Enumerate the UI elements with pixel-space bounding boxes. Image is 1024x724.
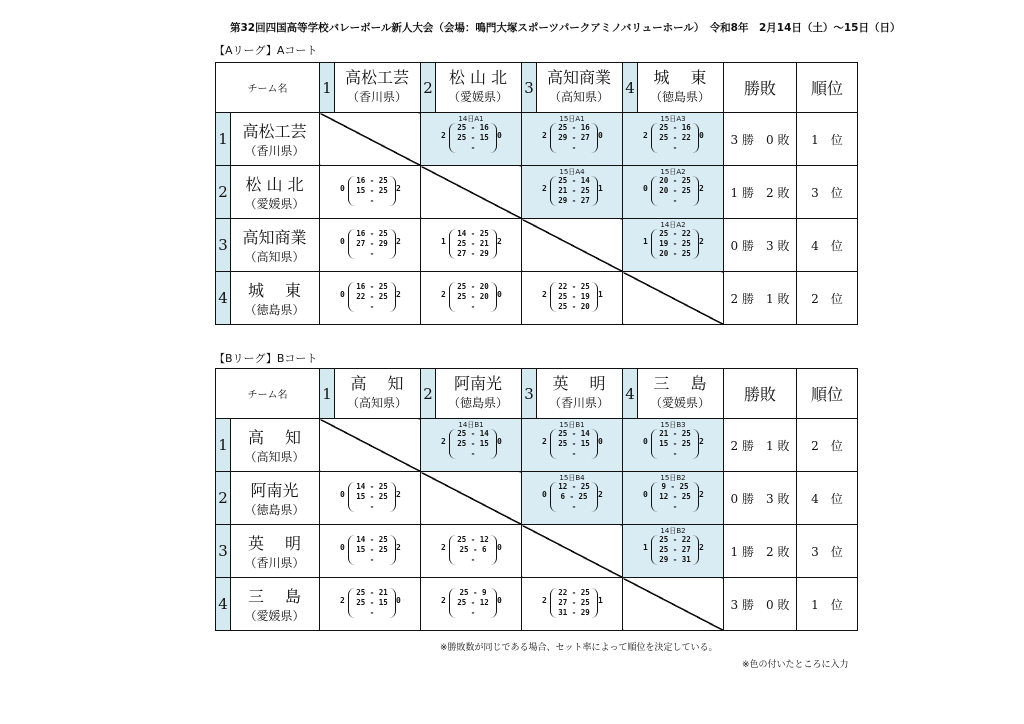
set-score: 25 - 14 bbox=[558, 429, 590, 438]
match-code: 15日B1 bbox=[559, 421, 585, 429]
set-score: 15 - 25 bbox=[356, 492, 388, 501]
set-score: 12 - 25 bbox=[558, 482, 590, 491]
match-code: 14日B1 bbox=[458, 421, 484, 429]
set-score: - bbox=[369, 502, 375, 511]
row-team-2 bbox=[216, 166, 320, 219]
sets-won: 0 bbox=[643, 184, 648, 193]
team-prefecture: （徳島県） bbox=[244, 303, 305, 317]
sets-won: 2 bbox=[542, 184, 547, 193]
sets-lost: 2 bbox=[396, 237, 401, 246]
match-result-cell[interactable] bbox=[421, 113, 522, 166]
team-prefecture: （香川県） bbox=[244, 144, 305, 158]
rank-header: 順位 bbox=[797, 369, 858, 419]
team-prefecture: （香川県） bbox=[346, 90, 407, 104]
team-number: 4 bbox=[216, 272, 231, 324]
set-score: - bbox=[571, 143, 577, 152]
set-score: 29 - 27 bbox=[558, 196, 590, 205]
set-score: 16 - 25 bbox=[356, 229, 388, 238]
column-team-1 bbox=[320, 63, 421, 113]
win-loss-value: 1 勝 2 敗 bbox=[724, 525, 797, 578]
sets-lost: 2 bbox=[396, 184, 401, 193]
set-score: - bbox=[672, 502, 678, 511]
column-team-4 bbox=[623, 369, 724, 419]
team-prefecture: （高知県） bbox=[346, 396, 407, 410]
sets-won: 2 bbox=[441, 437, 446, 446]
team-name-header: チーム名 bbox=[216, 63, 320, 113]
team-prefecture: （愛媛県） bbox=[244, 197, 305, 211]
set-score: 21 - 25 bbox=[659, 429, 691, 438]
team-name: 三 島 bbox=[653, 374, 707, 393]
self-match-cell bbox=[522, 525, 623, 578]
set-score: 22 - 25 bbox=[356, 292, 388, 301]
match-result-cell[interactable] bbox=[623, 219, 724, 272]
set-score: 25 - 21 bbox=[457, 239, 489, 248]
set-score: 25 - 20 bbox=[457, 292, 489, 301]
rank-value: 2 位 bbox=[797, 419, 858, 472]
set-score: 25 - 21 bbox=[356, 588, 388, 597]
table-row bbox=[216, 166, 858, 219]
win-loss-header: 勝敗 bbox=[724, 369, 797, 419]
sets-lost: 1 bbox=[598, 184, 603, 193]
team-name: 高知商業 bbox=[546, 68, 611, 87]
match-result-cell bbox=[320, 219, 421, 272]
set-score: 25 - 15 bbox=[457, 439, 489, 448]
team-prefecture: （香川県） bbox=[244, 556, 305, 570]
team-prefecture: （高知県） bbox=[244, 250, 305, 264]
sets-won: 2 bbox=[340, 596, 345, 605]
match-result-cell[interactable] bbox=[623, 472, 724, 525]
match-result-cell bbox=[522, 272, 623, 325]
set-score: 21 - 25 bbox=[558, 186, 590, 195]
set-score: - bbox=[672, 196, 678, 205]
set-score: - bbox=[571, 449, 577, 458]
sets-won: 0 bbox=[542, 490, 547, 499]
match-result-cell bbox=[421, 578, 522, 631]
set-score: 6 - 25 bbox=[560, 492, 588, 501]
team-number: 3 bbox=[522, 63, 537, 112]
match-result-cell bbox=[421, 525, 522, 578]
table-row bbox=[216, 419, 858, 472]
team-name-header: チーム名 bbox=[216, 369, 320, 419]
sets-lost: 2 bbox=[699, 543, 704, 552]
sets-lost: 0 bbox=[497, 543, 502, 552]
rank-value: 1 位 bbox=[797, 113, 858, 166]
rank-value: 4 位 bbox=[797, 472, 858, 525]
set-score: 25 - 22 bbox=[659, 133, 691, 142]
team-name: 城 東 bbox=[653, 68, 707, 87]
set-score: 25 - 20 bbox=[457, 282, 489, 291]
row-team-2 bbox=[216, 472, 320, 525]
set-score: 25 - 15 bbox=[356, 598, 388, 607]
sets-won: 2 bbox=[441, 290, 446, 299]
sets-won: 0 bbox=[643, 490, 648, 499]
set-score: 20 - 25 bbox=[659, 176, 691, 185]
team-number: 2 bbox=[421, 63, 436, 112]
sets-won: 2 bbox=[441, 543, 446, 552]
match-code: 15日A1 bbox=[559, 115, 585, 123]
sets-lost: 0 bbox=[598, 131, 603, 140]
team-name: 松 山 北 bbox=[245, 175, 304, 194]
sets-lost: 0 bbox=[497, 131, 502, 140]
set-score: 27 - 25 bbox=[558, 598, 590, 607]
team-number: 3 bbox=[522, 369, 537, 418]
set-score: 29 - 27 bbox=[558, 133, 590, 142]
set-score: - bbox=[470, 555, 476, 564]
sets-lost: 2 bbox=[699, 184, 704, 193]
team-number: 1 bbox=[320, 63, 335, 112]
team-name: 阿南光 bbox=[453, 374, 502, 393]
match-result-cell bbox=[320, 578, 421, 631]
team-prefecture: （徳島県） bbox=[649, 90, 710, 104]
win-loss-value: 0 勝 3 敗 bbox=[724, 472, 797, 525]
team-prefecture: （愛媛県） bbox=[649, 396, 710, 410]
set-score: 25 - 12 bbox=[457, 535, 489, 544]
column-team-3 bbox=[522, 369, 623, 419]
team-name: 英 明 bbox=[552, 374, 606, 393]
rank-value: 3 位 bbox=[797, 166, 858, 219]
team-name: 阿南光 bbox=[250, 481, 299, 500]
set-score: - bbox=[369, 555, 375, 564]
row-team-3 bbox=[216, 219, 320, 272]
set-score: 27 - 29 bbox=[356, 239, 388, 248]
sets-won: 2 bbox=[542, 131, 547, 140]
sets-won: 2 bbox=[643, 131, 648, 140]
set-score: 22 - 25 bbox=[558, 588, 590, 597]
sets-lost: 2 bbox=[396, 290, 401, 299]
team-number: 4 bbox=[623, 63, 638, 112]
match-result-cell[interactable] bbox=[522, 113, 623, 166]
sets-won: 1 bbox=[643, 237, 648, 246]
sets-won: 0 bbox=[340, 490, 345, 499]
column-team-4 bbox=[623, 63, 724, 113]
team-name: 高 知 bbox=[350, 374, 404, 393]
sets-lost: 2 bbox=[699, 437, 704, 446]
match-result-cell[interactable] bbox=[522, 419, 623, 472]
team-number: 3 bbox=[216, 219, 231, 271]
team-name: 高知商業 bbox=[242, 228, 307, 247]
sets-won: 0 bbox=[340, 237, 345, 246]
sets-lost: 2 bbox=[396, 543, 401, 552]
team-prefecture: （愛媛県） bbox=[244, 609, 305, 623]
match-code: 14日A1 bbox=[458, 115, 484, 123]
self-match-cell bbox=[421, 472, 522, 525]
win-loss-header: 勝敗 bbox=[724, 63, 797, 113]
set-score: 25 - 19 bbox=[558, 292, 590, 301]
row-team-4 bbox=[216, 272, 320, 325]
team-name: 高松工芸 bbox=[344, 68, 409, 87]
set-score: - bbox=[672, 449, 678, 458]
match-result-cell[interactable] bbox=[623, 166, 724, 219]
table-row bbox=[216, 578, 858, 631]
table-row bbox=[216, 113, 858, 166]
set-score: 16 - 25 bbox=[356, 176, 388, 185]
match-result-cell bbox=[421, 219, 522, 272]
sets-won: 0 bbox=[340, 290, 345, 299]
set-score: - bbox=[470, 143, 476, 152]
sets-lost: 2 bbox=[699, 237, 704, 246]
set-score: 14 - 25 bbox=[457, 229, 489, 238]
match-result-cell bbox=[320, 272, 421, 325]
team-number: 2 bbox=[216, 472, 231, 524]
team-number: 2 bbox=[421, 369, 436, 418]
match-result-cell bbox=[320, 472, 421, 525]
row-team-1 bbox=[216, 113, 320, 166]
match-code: 14日B2 bbox=[660, 527, 686, 535]
sets-lost: 2 bbox=[396, 490, 401, 499]
team-prefecture: （愛媛県） bbox=[447, 90, 508, 104]
document-title: 第32回四国高等学校バレーボール新人大会（会場：鳴門大塚スポーツパークアミノバリューホール） 令和8年 2月14日（土）～15日（日） bbox=[230, 22, 901, 34]
sets-lost: 1 bbox=[598, 596, 603, 605]
team-name: 城 東 bbox=[247, 281, 302, 300]
sets-lost: 1 bbox=[598, 290, 603, 299]
table-row bbox=[216, 272, 858, 325]
match-result-cell bbox=[522, 578, 623, 631]
match-result-cell bbox=[320, 525, 421, 578]
set-score: 31 - 29 bbox=[558, 608, 590, 617]
set-score: - bbox=[369, 196, 375, 205]
set-score: 16 - 25 bbox=[356, 282, 388, 291]
match-result-cell[interactable] bbox=[421, 419, 522, 472]
match-code: 15日A4 bbox=[559, 168, 585, 176]
match-result-cell bbox=[320, 166, 421, 219]
set-score: 25 - 16 bbox=[558, 123, 590, 132]
column-team-2 bbox=[421, 63, 522, 113]
self-match-cell bbox=[320, 419, 421, 472]
rank-header: 順位 bbox=[797, 63, 858, 113]
table-row bbox=[216, 525, 858, 578]
team-name: 三 島 bbox=[247, 587, 302, 606]
team-name: 高 知 bbox=[247, 428, 302, 447]
win-loss-value: 2 勝 1 敗 bbox=[724, 419, 797, 472]
sets-won: 2 bbox=[441, 131, 446, 140]
win-loss-value: 2 勝 1 敗 bbox=[724, 272, 797, 325]
team-name: 高松工芸 bbox=[242, 122, 307, 141]
set-score: 15 - 25 bbox=[356, 186, 388, 195]
team-prefecture: （香川県） bbox=[548, 396, 609, 410]
set-score: 25 - 16 bbox=[659, 123, 691, 132]
set-score: - bbox=[369, 302, 375, 311]
match-result-cell bbox=[421, 272, 522, 325]
set-score: 27 - 29 bbox=[457, 249, 489, 258]
set-score: 25 - 22 bbox=[659, 229, 691, 238]
team-number: 1 bbox=[216, 419, 231, 471]
match-result-cell[interactable] bbox=[623, 113, 724, 166]
set-score: 19 - 25 bbox=[659, 239, 691, 248]
set-score: 25 - 15 bbox=[558, 439, 590, 448]
sets-won: 2 bbox=[441, 596, 446, 605]
match-code: 15日A3 bbox=[660, 115, 686, 123]
team-prefecture: （徳島県） bbox=[447, 396, 508, 410]
rank-value: 4 位 bbox=[797, 219, 858, 272]
sets-won: 0 bbox=[643, 437, 648, 446]
team-name: 松 山 北 bbox=[448, 68, 508, 87]
column-team-1 bbox=[320, 369, 421, 419]
row-team-1 bbox=[216, 419, 320, 472]
set-score: 29 - 31 bbox=[659, 555, 691, 564]
set-score: 25 - 14 bbox=[457, 429, 489, 438]
set-score: 25 - 12 bbox=[457, 598, 489, 607]
set-score: - bbox=[571, 502, 577, 511]
win-loss-value: 3 勝 0 敗 bbox=[724, 578, 797, 631]
column-team-3 bbox=[522, 63, 623, 113]
sets-won: 0 bbox=[340, 543, 345, 552]
sets-won: 2 bbox=[542, 437, 547, 446]
set-score: 15 - 25 bbox=[659, 439, 691, 448]
match-result-cell[interactable] bbox=[522, 166, 623, 219]
team-number: 4 bbox=[216, 578, 231, 630]
self-match-cell bbox=[320, 113, 421, 166]
sets-won: 2 bbox=[542, 596, 547, 605]
league-b-table bbox=[215, 368, 858, 631]
set-score: 25 - 6 bbox=[459, 545, 487, 554]
team-prefecture: （徳島県） bbox=[244, 503, 305, 517]
rank-value: 3 位 bbox=[797, 525, 858, 578]
set-score: 14 - 25 bbox=[356, 535, 388, 544]
self-match-cell bbox=[421, 166, 522, 219]
team-number: 1 bbox=[216, 113, 231, 165]
color-note: ※色の付いたところに入力 bbox=[742, 660, 849, 670]
match-code: 15日B2 bbox=[660, 474, 686, 482]
set-score: 25 - 27 bbox=[659, 545, 691, 554]
league-b-label: 【Bリーグ】Bコート bbox=[214, 352, 318, 365]
sets-lost: 0 bbox=[598, 437, 603, 446]
table-row bbox=[216, 472, 858, 525]
rank-value: 2 位 bbox=[797, 272, 858, 325]
rank-value: 1 位 bbox=[797, 578, 858, 631]
self-match-cell bbox=[522, 219, 623, 272]
sets-lost: 0 bbox=[497, 596, 502, 605]
match-result-cell[interactable] bbox=[623, 525, 724, 578]
team-prefecture: （高知県） bbox=[244, 450, 305, 464]
win-loss-value: 3 勝 0 敗 bbox=[724, 113, 797, 166]
self-match-cell bbox=[623, 272, 724, 325]
set-score: 20 - 25 bbox=[659, 249, 691, 258]
set-score: - bbox=[369, 249, 375, 258]
set-score: 25 - 16 bbox=[457, 123, 489, 132]
sets-won: 1 bbox=[643, 543, 648, 552]
team-number: 1 bbox=[320, 369, 335, 418]
match-code: 15日B4 bbox=[559, 474, 585, 482]
set-score: - bbox=[369, 608, 375, 617]
sets-lost: 0 bbox=[396, 596, 401, 605]
win-loss-value: 0 勝 3 敗 bbox=[724, 219, 797, 272]
team-number: 4 bbox=[623, 369, 638, 418]
set-score: 25 - 20 bbox=[558, 302, 590, 311]
set-score: - bbox=[470, 302, 476, 311]
sets-lost: 2 bbox=[497, 237, 502, 246]
set-score: 12 - 25 bbox=[659, 492, 691, 501]
match-code: 14日A2 bbox=[660, 221, 686, 229]
set-score: 20 - 25 bbox=[659, 186, 691, 195]
win-loss-value: 1 勝 2 敗 bbox=[724, 166, 797, 219]
sets-won: 0 bbox=[340, 184, 345, 193]
set-score: - bbox=[470, 608, 476, 617]
set-score: - bbox=[672, 143, 678, 152]
set-score: 25 - 15 bbox=[457, 133, 489, 142]
match-result-cell[interactable] bbox=[522, 472, 623, 525]
set-score: 25 - 14 bbox=[558, 176, 590, 185]
team-number: 3 bbox=[216, 525, 231, 577]
match-code: 15日A2 bbox=[660, 168, 686, 176]
sets-won: 2 bbox=[542, 290, 547, 299]
row-team-4 bbox=[216, 578, 320, 631]
team-prefecture: （高知県） bbox=[548, 90, 609, 104]
match-result-cell[interactable] bbox=[623, 419, 724, 472]
set-score: 15 - 25 bbox=[356, 545, 388, 554]
self-match-cell bbox=[623, 578, 724, 631]
league-a-label: 【Aリーグ】Aコート bbox=[214, 44, 318, 57]
column-team-2 bbox=[421, 369, 522, 419]
set-score: 9 - 25 bbox=[661, 482, 689, 491]
match-code: 15日B3 bbox=[660, 421, 686, 429]
tiebreak-note: ※勝敗数が同じである場合、セット率によって順位を決定している。 bbox=[440, 643, 718, 653]
sets-lost: 2 bbox=[598, 490, 603, 499]
sets-won: 1 bbox=[441, 237, 446, 246]
set-score: 22 - 25 bbox=[558, 282, 590, 291]
sets-lost: 0 bbox=[497, 290, 502, 299]
sets-lost: 2 bbox=[699, 490, 704, 499]
set-score: - bbox=[470, 449, 476, 458]
league-a-table bbox=[215, 62, 858, 325]
team-number: 2 bbox=[216, 166, 231, 218]
row-team-3 bbox=[216, 525, 320, 578]
sets-lost: 0 bbox=[699, 131, 704, 140]
set-score: 14 - 25 bbox=[356, 482, 388, 491]
table-row bbox=[216, 219, 858, 272]
set-score: 25 - 9 bbox=[459, 588, 487, 597]
team-name: 英 明 bbox=[247, 534, 302, 553]
sets-lost: 0 bbox=[497, 437, 502, 446]
set-score: 25 - 22 bbox=[659, 535, 691, 544]
